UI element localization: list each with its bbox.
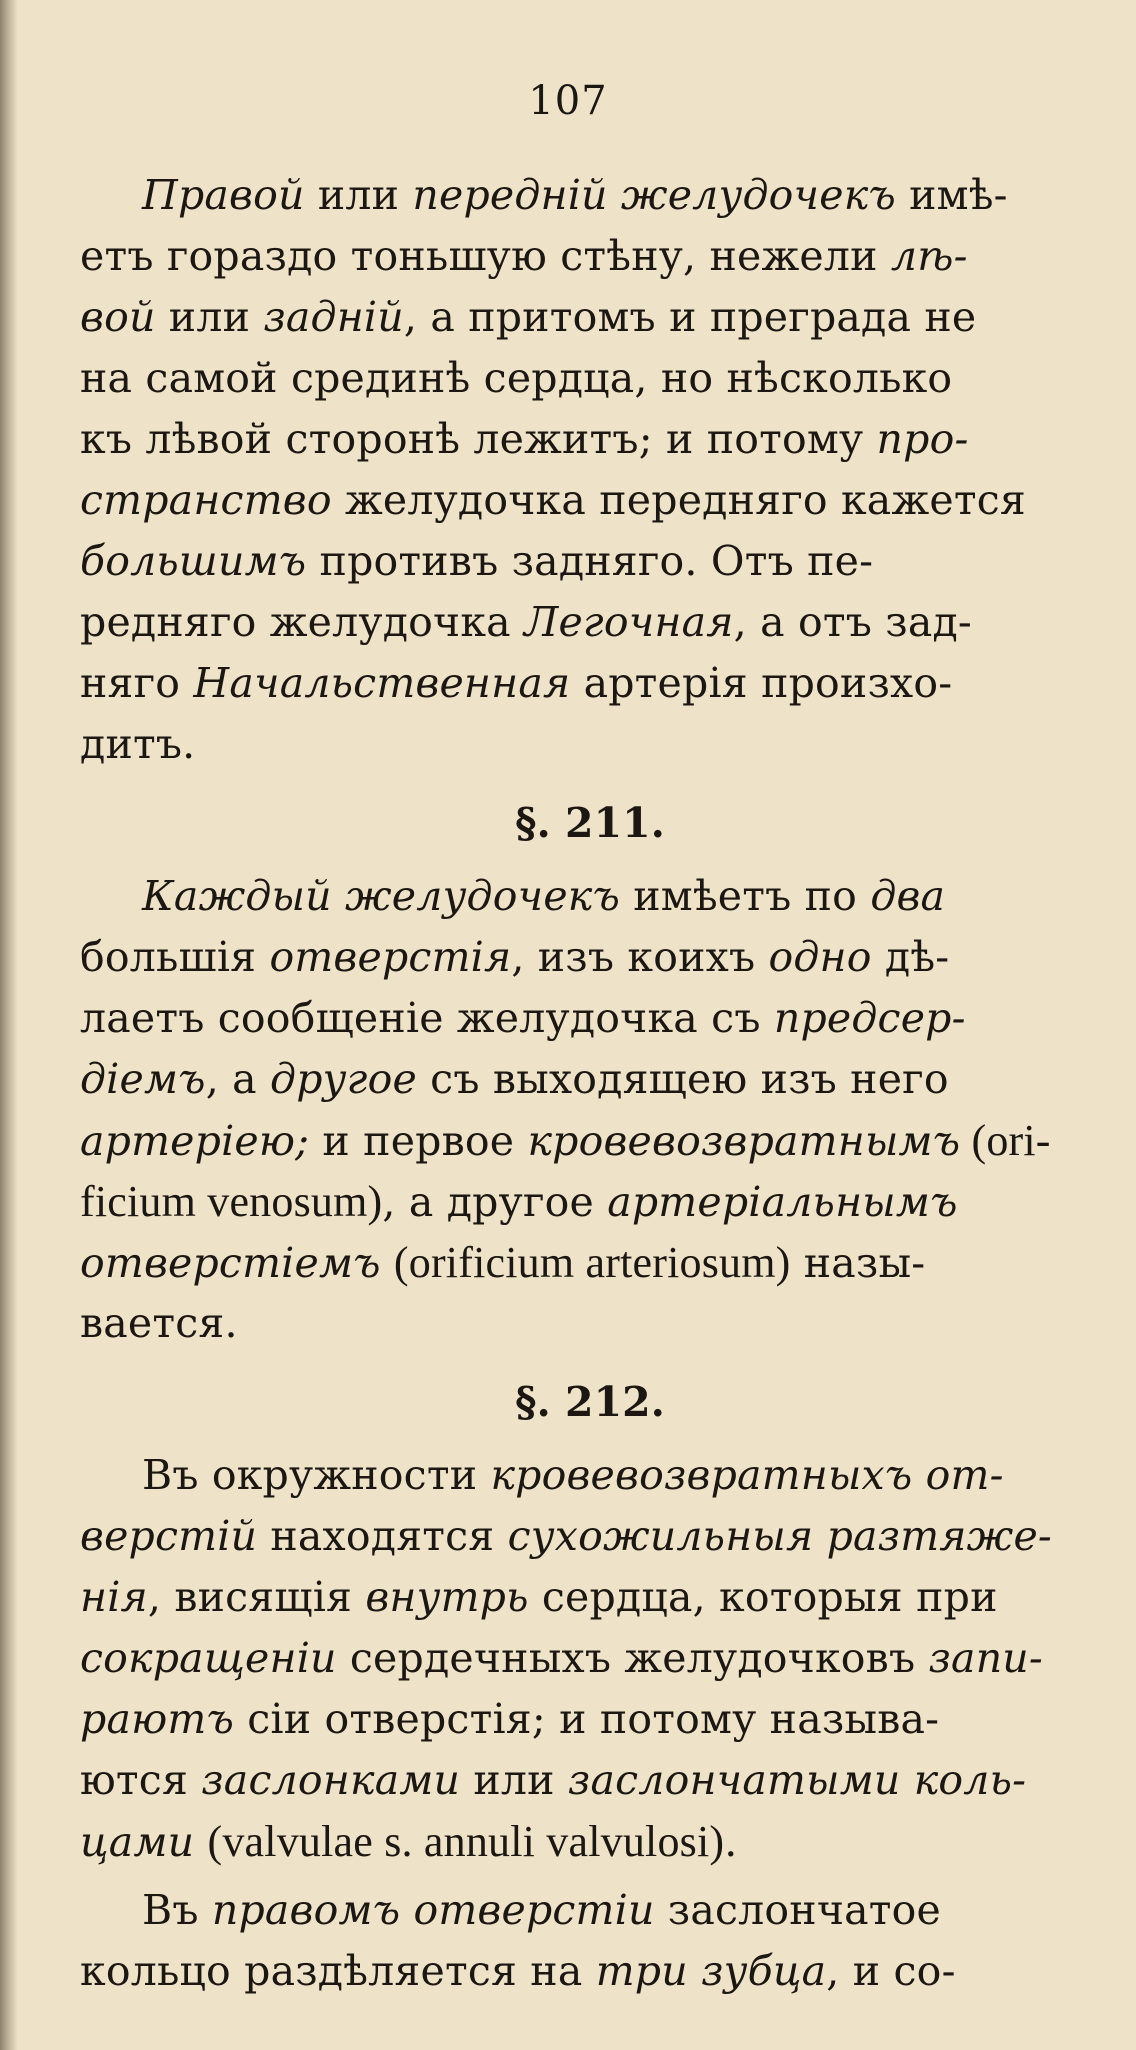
text-line [80,866,1100,927]
latin-text: (ori- [960,1116,1051,1165]
text-line [80,1293,1100,1354]
text-run: редняго желудочка [80,598,525,646]
text-run [194,1818,207,1866]
text-run: назы- [790,1239,926,1287]
italic-text: запи- [928,1634,1043,1682]
text-run: , а отъ зад- [733,598,972,646]
text-run: большія [80,933,270,981]
text-run: вается. [80,1299,238,1347]
text-line [80,1689,1100,1750]
text-run: на самой срединѣ сердца, но нѣсколько [80,354,953,402]
text-line [80,927,1100,988]
text-line [80,470,1100,531]
text-run: лаетъ сообщеніе желудочка съ [80,994,774,1042]
text-run: сердца, которыя при [528,1573,998,1621]
text-line [80,1110,1100,1171]
text-line [80,1628,1100,1689]
section-heading: §. 211. [515,799,665,847]
text-run: противъ задняго. Отъ пе- [306,537,874,585]
text-run: . [724,1818,738,1866]
text-line [80,1506,1100,1567]
text-run: етъ гораздо тоньшую стѣну, нежели [80,232,891,280]
text-line [80,592,1100,653]
paragraph [80,1445,1100,1872]
text-run: или [155,293,264,341]
text-run: , а [205,1055,271,1103]
italic-text: Начальственная [193,659,571,707]
italic-text: верстій [80,1512,258,1560]
text-run: имѣетъ по [620,872,871,920]
latin-text: (orificium arteriosum) [393,1238,791,1287]
italic-text: цами [80,1818,195,1866]
paragraph [80,866,1100,1354]
text-line [80,714,1100,775]
italic-text: вой [80,293,156,341]
italic-text: большимъ [80,537,307,585]
italic-text: кровевозвратнымъ [527,1117,961,1165]
text-line [80,1750,1100,1811]
text-line [80,531,1100,592]
paragraph [80,165,1100,775]
text-run: дитъ. [80,720,196,768]
italic-text: лѣ- [890,232,968,280]
text-run: дѣ- [871,933,950,981]
text-line [80,653,1100,714]
text-line [80,1049,1100,1110]
text-line [80,988,1100,1049]
text-line [80,1171,1100,1232]
italic-text: артеріею; [80,1117,310,1165]
italic-text: предсер- [773,994,966,1042]
italic-text: діемъ [80,1055,206,1103]
italic-text: одно [768,933,872,981]
text-run: или [304,171,413,219]
italic-text: отверстіемъ [80,1239,381,1287]
text-run: , висящія [147,1573,366,1621]
text-run: желудочка передняго кажется [331,476,1026,524]
text-line [80,165,1100,226]
italic-text: странство [80,476,332,524]
text-run: ются [80,1756,202,1804]
text-run: артерія произхо- [570,659,953,707]
latin-text: ficium venosum) [80,1177,383,1226]
text-run: , и со- [826,1947,956,1995]
text-run: сердечныхъ желудочковъ [336,1634,929,1682]
text-run: , а другое [382,1178,608,1226]
text-line [80,1880,1100,1941]
text-run: сіи отверстія; и потому называ- [234,1695,940,1743]
italic-text: сухожильныя разтяже- [507,1512,1052,1560]
page-edge-shadow [0,0,18,2050]
italic-text: заслончатыми коль- [567,1756,1027,1804]
text-run: имѣ- [895,171,1008,219]
italic-text: отверстія [269,933,512,981]
italic-text: правомъ отверстіи [211,1886,655,1934]
text-line [80,348,1100,409]
italic-text: раютъ [80,1695,234,1743]
text-line [80,1232,1100,1293]
paragraph [80,1880,1100,2002]
italic-text: другое [270,1055,417,1103]
text-line [80,287,1100,348]
text-run: находятся [257,1512,508,1560]
book-text [80,165,1100,2002]
text-run: съ выходящею изъ него [416,1055,949,1103]
italic-text: передній желудочекъ [412,171,896,219]
text-line [80,226,1100,287]
italic-text: нія [80,1573,148,1621]
italic-text: про- [876,415,969,463]
page-number: 107 [528,78,608,124]
text-run: няго [80,659,194,707]
italic-text: сокращеніи [80,1634,337,1682]
text-run: кольцо раздѣляется на [80,1947,596,1995]
text-line [80,1811,1100,1872]
italic-text: кровевозвратныхъ от- [490,1451,1004,1499]
text-line [80,409,1100,470]
text-run: , а притомъ и преграда не [403,293,977,341]
italic-text: три зубца [595,1947,827,1995]
italic-text: два [870,872,946,920]
text-run: , изъ коихъ [511,933,769,981]
text-run: къ лѣвой сторонѣ лежитъ; и потому [80,415,877,463]
text-line [80,1445,1100,1506]
italic-text: заслонками [201,1756,461,1804]
text-run [381,1239,394,1287]
italic-text: задній [263,293,404,341]
text-run: и первое [309,1117,528,1165]
italic-text: Правой [142,171,305,219]
italic-text: артеріальнымъ [607,1178,958,1226]
text-line [80,1941,1100,2002]
italic-text: Каждый желудочекъ [142,872,621,920]
latin-text: (valvulae s. annuli valvulosi) [207,1817,725,1866]
italic-text: Легочная [524,598,734,646]
text-line [80,1567,1100,1628]
text-run: Въ окружности [142,1451,491,1499]
text-run: Въ [142,1886,212,1934]
text-run: заслончатое [654,1886,941,1934]
italic-text: внутрь [365,1573,529,1621]
section-heading: §. 212. [515,1378,665,1426]
text-run: или [460,1756,568,1804]
